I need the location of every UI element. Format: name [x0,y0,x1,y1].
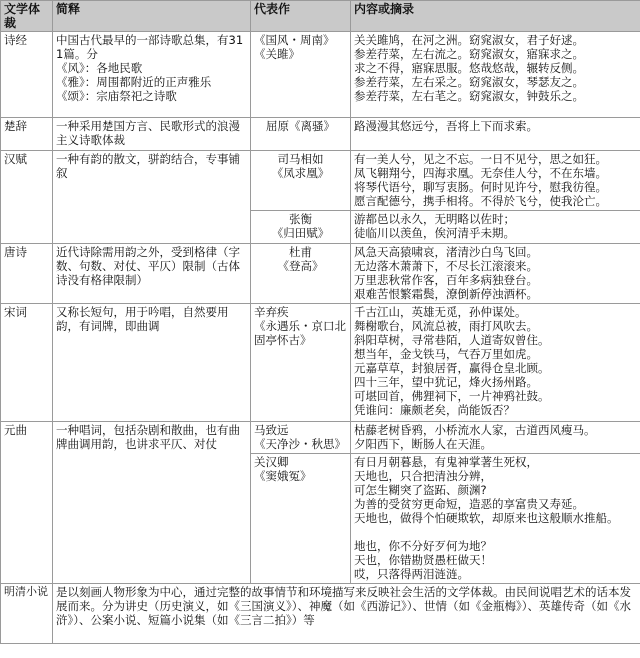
work-cell [251,244,351,304]
excerpt-line: 天地也，只合把清浊分辨， [354,469,492,483]
description-line: 《颂》：宗庙祭祀之诗歌 [56,89,177,103]
excerpt-line: 地也，你不分好歹何为地？ [354,539,492,553]
description-cell: 一种唱词，包括杂剧和散曲，也有曲牌曲调用韵，也讲求平仄、对仗 [53,422,251,584]
work-cell [251,304,351,422]
work-author: 杜甫 [289,245,312,259]
excerpt-line: 参差荇菜，左右流之。窈窕淑女，寤寐求之。 [354,47,584,61]
genre-cell: 宋词 [1,304,53,422]
excerpt-line: 参差荇菜，左右芼之。窈窕淑女，钟鼓乐之。 [354,89,584,103]
work-title: 《归田赋》 [271,226,330,240]
excerpt-line: 四十三年，望中犹记，烽火扬州路。 [354,375,538,389]
excerpt-line: 斜阳草树，寻常巷陌，人道寄奴曾住。 [354,333,550,347]
header-description: 简释 [53,1,251,32]
work-cell: 屈原《离骚》 [251,118,351,151]
excerpt-line: 有日月朝暮悬，有鬼神掌著生死权， [354,455,538,469]
work-cell [251,422,351,454]
work-author: 张衡 [289,212,312,226]
excerpt-line: 风急天高猿啸哀，渚清沙白鸟飞回。 [354,245,538,259]
excerpt-line: 有一美人兮，见之不忘。一日不见兮，思之如狂。 [354,152,607,166]
work-title: 《凤求凰》 [271,166,330,180]
table-row-tangshi [1,244,640,304]
excerpt-line: 游都邑以永久，无明略以佐时； [354,212,515,226]
work-author: 辛弃疾 [254,305,289,319]
genre-cell: 汉赋 [1,151,53,244]
work-title: 《永遇乐・京口北固亭怀古》 [254,319,346,347]
header-representative-work: 代表作 [251,1,351,32]
genre-cell: 诗经 [1,32,53,118]
work-title: 《登高》 [277,259,324,273]
excerpt-cell: 路漫漫其悠远兮，吾将上下而求索。 [351,118,640,151]
work-title: 《国风・周南》 [254,33,335,47]
excerpt-line: 将琴代语兮，聊写衷肠。何时见许兮，慰我彷徨。 [354,180,607,194]
excerpt-line: 凭谁问：廉颇老矣，尚能饭否？ [354,403,515,417]
excerpt-line: 天地也，做得个怕硬欺软，却原来也这般顺水推船。 [354,511,619,525]
excerpt-line: 徒临川以羡鱼，俟河清乎未期。 [354,226,515,240]
work-author: 关汉卿 [254,455,289,469]
work-title: 《关雎》 [254,47,300,61]
header-row [1,1,640,32]
work-author: 司马相如 [277,152,324,166]
excerpt-cell [351,454,640,584]
description-cell [53,32,251,118]
excerpt-line: 为善的受贫穷更命短，造恶的享富贵又寿延。 [354,497,584,511]
excerpt-line: 天也，你错勘贤愚枉做天！ [354,553,492,567]
excerpt-line: 求之不得，寤寐思服。悠哉悠哉，辗转反侧。 [354,61,584,75]
excerpt-line: 艰难苦恨繁霜鬓，潦倒新停浊酒杯。 [354,287,538,301]
description-text: 中国古代最早的一部诗歌总集，有311篇。分 [56,33,244,61]
excerpt-line: 愿言配德兮，携手相将。不得於飞兮，使我沦亡。 [354,194,607,208]
excerpt-line: 可怎生糊突了盗跖、颜渊? [354,483,487,497]
work-cell [251,454,351,584]
excerpt-line: 凤飞翱翔兮，四海求凰。无奈佳人兮，不在东墙。 [354,166,607,180]
excerpt-line: 关关雎鸠，在河之洲。窈窕淑女，君子好逑。 [354,33,584,47]
table-row-yuanqu [1,422,640,454]
excerpt-line: 可堪回首，佛狸祠下，一片神鸦社鼓。 [354,389,550,403]
table-row-shijing [1,32,640,118]
excerpt-line: 参差荇菜，左右采之。窈窕淑女，琴瑟友之。 [354,75,584,89]
work-cell [251,211,351,244]
excerpt-line: 无边落木萧萧下，不尽长江滚滚来。 [354,259,538,273]
genre-cell: 元曲 [1,422,53,584]
excerpt-cell [351,151,640,211]
description-cell: 一种采用楚国方言、民歌形式的浪漫主义诗歌体裁 [53,118,251,151]
table-row-mingqing [1,584,640,644]
excerpt-line: 枯藤老树昏鸦，小桥流水人家，古道西风瘦马。 [354,423,596,437]
genre-cell: 明清小说 [1,584,53,644]
table-row-hanfu [1,151,640,211]
excerpt-cell [351,211,640,244]
header-content-excerpt: 内容或摘录 [351,1,640,32]
work-cell [251,151,351,211]
description-cell: 又称长短句，用于吟唱，自然要用韵，有词牌，即曲调 [53,304,251,422]
excerpt-line: 千古江山，英雄无觅，孙仲谋处。 [354,305,527,319]
excerpt-cell [351,304,640,422]
excerpt-line: 舞榭歌台，风流总被，雨打风吹去。 [354,319,538,333]
excerpt-line: 想当年，金戈铁马，气吞万里如虎。 [354,347,538,361]
excerpt-cell [351,32,640,118]
excerpt-cell [351,244,640,304]
excerpt-line: 万里悲秋常作客，百年多病独登台。 [354,273,538,287]
work-author: 马致远 [254,423,289,437]
excerpt-line: 夕阳西下，断肠人在天涯。 [354,437,492,451]
work-cell [251,32,351,118]
genre-cell: 楚辞 [1,118,53,151]
description-cell: 一种有韵的散文，骈韵结合，专事铺叙 [53,151,251,244]
table-row-songci [1,304,640,422]
header-genre: 文学体裁 [1,1,53,32]
description-cell: 是以刻画人物形象为中心，通过完整的故事情节和环境描写来反映社会生活的文学体裁。由民间说唱艺术的话本发展而来。分为讲史（历史演义，如《三国演义》）、神魔（如《西游记》）、世情（如《金瓶梅》）、英雄传奇（如《水浒》）、公案小说、短篇小说集（如《三言二拍》）等 [53,584,640,644]
work-title: 《天净沙・秋思》 [254,437,346,451]
description-cell: 近代诗除需用韵之外，受到格律（字数、句数、对仗、平仄）限制（古体诗没有格律限制） [53,244,251,304]
description-line: 《雅》：周围都附近的正声雅乐 [56,75,212,89]
excerpt-cell [351,422,640,454]
table-row-chuci [1,118,640,151]
excerpt-line: 元嘉草草，封狼居胥，赢得仓皇北顾。 [354,361,550,375]
excerpt-line [354,525,637,539]
work-title: 《窦娥冤》 [254,469,312,483]
excerpt-line: 哎，只落得两泪涟涟。 [354,567,469,581]
description-line: 《风》：各地民歌 [56,61,143,75]
genre-cell: 唐诗 [1,244,53,304]
